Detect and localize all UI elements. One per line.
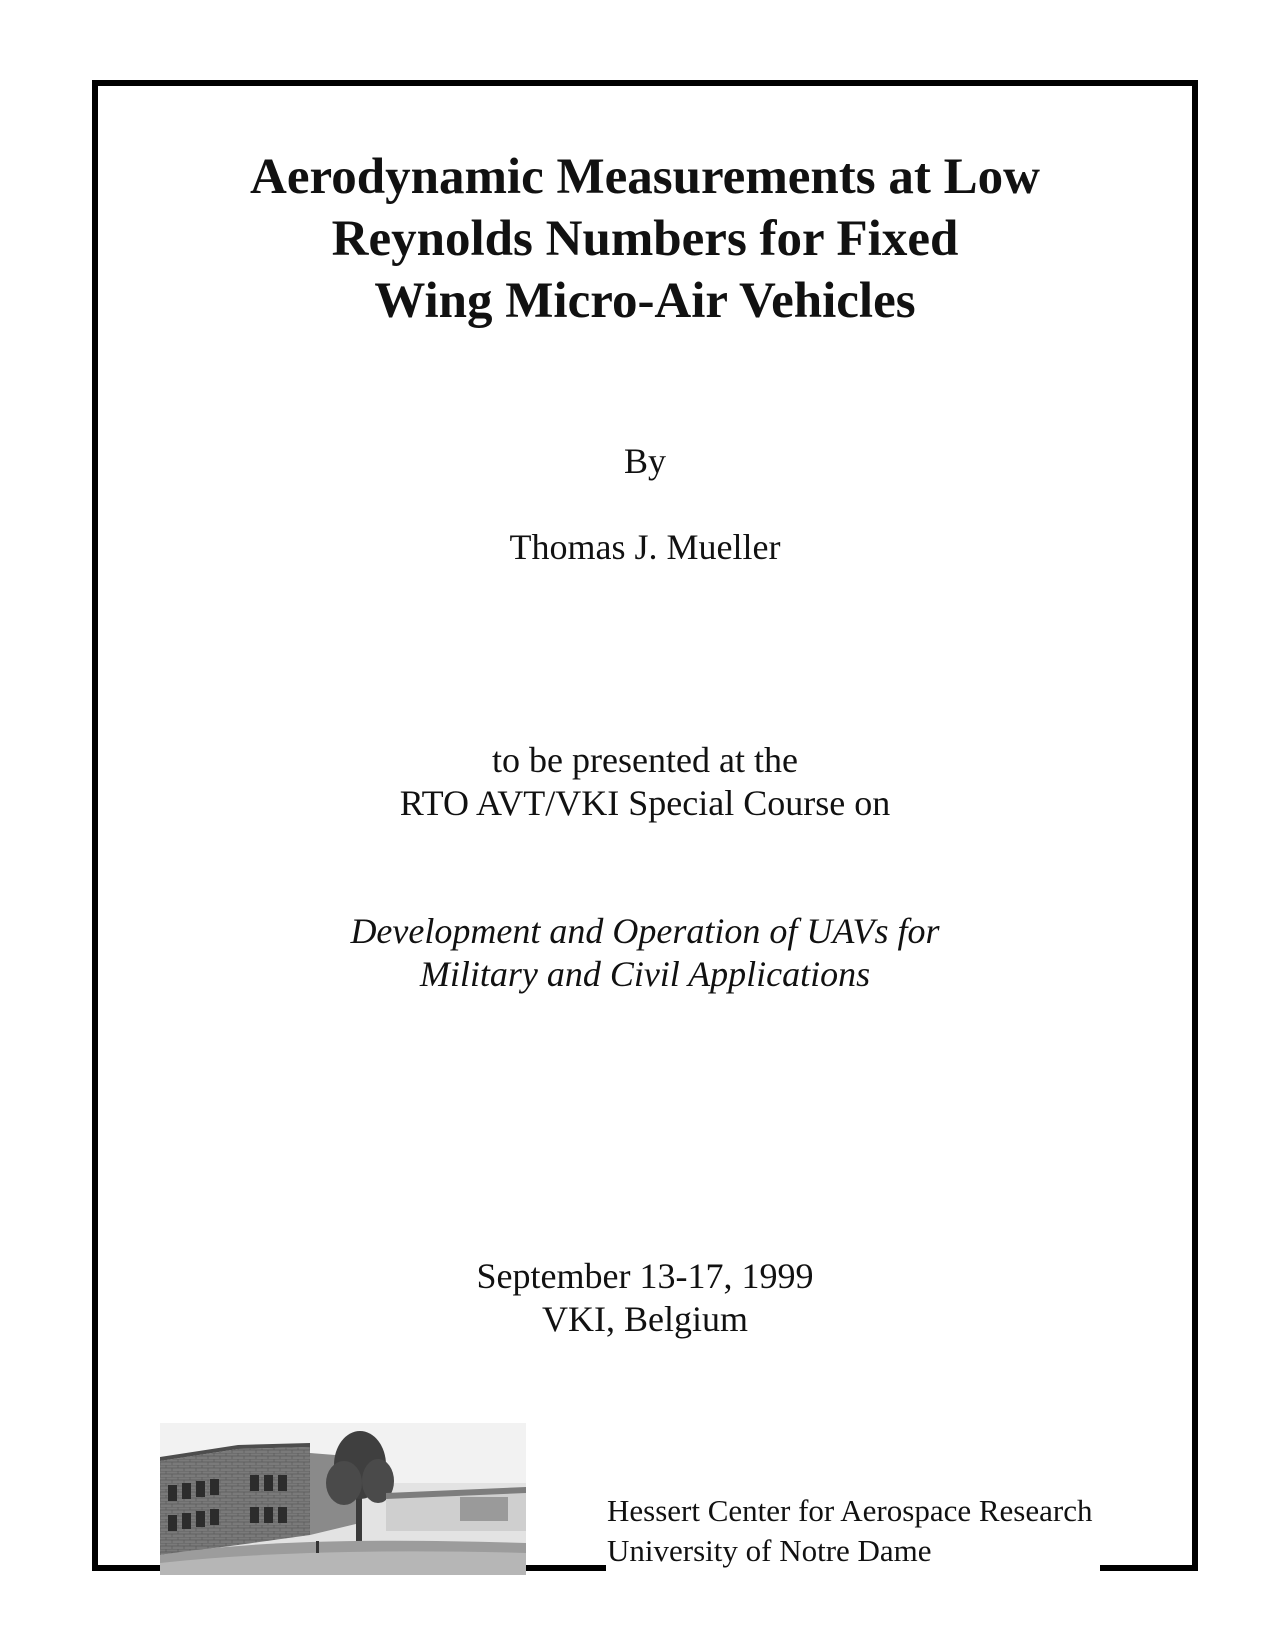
border-right (1192, 80, 1198, 1571)
presented-line-2: RTO AVT/VKI Special Course on (399, 783, 891, 823)
affiliation-line-2: University of Notre Dame (607, 1533, 932, 1568)
course-title-line-2: Military and Civil Applications (419, 954, 871, 994)
document-title (98, 146, 1192, 332)
by-label: By (623, 441, 666, 481)
border-top (92, 80, 1198, 86)
border-bottom-middle (526, 1565, 606, 1571)
event-date: September 13-17, 1999 (476, 1256, 814, 1296)
presented-line-1: to be presented at the (492, 740, 798, 780)
building-photo (160, 1423, 526, 1575)
title-line-3: Wing Micro-Air Vehicles (374, 273, 916, 329)
title-line-1: Aerodynamic Measurements at Low (250, 149, 1040, 205)
affiliation-line-1: Hessert Center for Aerospace Research (607, 1493, 1093, 1528)
border-bottom-right (1100, 1565, 1198, 1571)
event-location: VKI, Belgium (542, 1299, 748, 1339)
affiliation (607, 1491, 1092, 1571)
author-name: Thomas J. Mueller (509, 527, 781, 567)
title-line-2: Reynolds Numbers for Fixed (331, 211, 959, 267)
border-bottom-left (92, 1565, 162, 1571)
course-title-line-1: Development and Operation of UAVs for (350, 911, 940, 951)
